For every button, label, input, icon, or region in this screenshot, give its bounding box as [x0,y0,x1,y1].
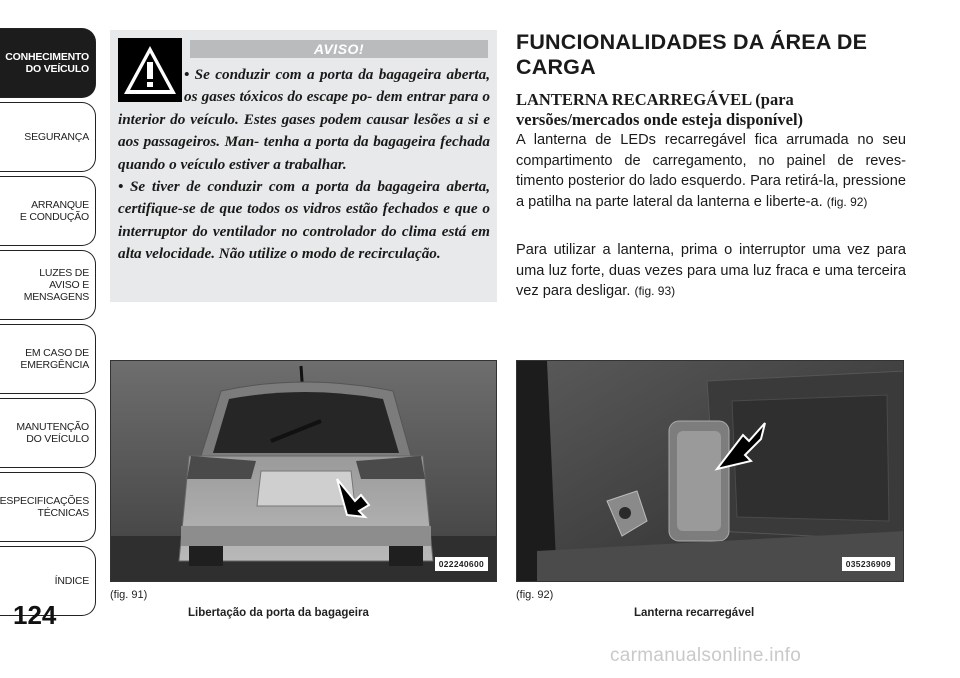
watermark: carmanualsonline.info [610,645,802,666]
tab-label: EM CASO DE EMERGÊNCIA [20,347,89,371]
paragraph-1-text: A lanterna de LEDs recarregável fica arrumada no seu compartimento de carregamento, no painel de reves- timento posterior do lado esquerdo. Para retirá-la, pressione a patilha na parte lateral da lanterna e liberte-a. [516,132,906,210]
tab-luzes-de-aviso[interactable] [0,250,96,320]
tab-label: LUZES DE AVISO E MENSAGENS [23,267,89,303]
tab-em-caso-de-emergencia[interactable] [0,324,96,394]
tab-especificacoes-tecnicas[interactable] [0,472,96,542]
figure-91-ref: (fig. 91) [110,589,148,601]
flashlight-illustration [517,361,904,582]
tab-arranque-e-conducao[interactable] [0,176,96,246]
paragraph-2 [516,240,906,302]
tab-label: ESPECIFICAÇÕES TÉCNICAS [0,495,89,519]
figure-91-caption: Libertação da porta da bagageira [188,607,369,619]
warning-title: AVISO! [190,40,488,58]
tab-label: SEGURANÇA [24,131,89,143]
tab-label: ARRANQUE E CONDUÇÃO [19,199,89,223]
warning-box [110,30,497,302]
warning-item-2: • Se tiver de conduzir com a porta da bagageira aberta, certifique-se de que todos os vidros estão fechados e que o interruptor do ventilador no controlador do clima está em alta velocidade. Não utilize o modo de recirculação. [118,178,490,263]
paragraph-2-text: Para utilizar a lanterna, prima o interruptor uma vez para uma luz forte, duas vezes para uma luz fraca e uma terceira vez para desligar. [516,242,906,299]
figure-92-caption: Lanterna recarregável [634,607,755,619]
warning-text [118,64,490,266]
tab-label: MANUTENÇÃO DO VEÍCULO [16,421,89,445]
figure-92-code: 035236909 [842,557,895,571]
figure-91-image [110,360,497,582]
figure-92-ref: (fig. 92) [516,589,554,601]
tab-label: ÍNDICE [54,575,89,587]
fig-93-link[interactable]: (fig. 93) [634,284,676,298]
tab-label: CONHECIMENTO DO VEÍCULO [5,51,89,75]
subsection-title: LANTERNA RECARREGÁVEL (para versões/mercados onde esteja disponível) [516,90,804,129]
page-number: 124 [13,600,57,630]
tab-seguranca[interactable] [0,102,96,172]
figure-92-image [516,360,904,582]
tab-manutencao-do-veiculo[interactable] [0,398,96,468]
tailgate-illustration [111,361,497,582]
tab-conhecimento-do-veiculo[interactable] [0,28,96,98]
fig-92-link[interactable]: (fig. 92) [826,194,868,209]
section-title: FUNCIONALIDADES DA ÁREA DE CARGA [516,30,868,79]
paragraph-1 [516,130,906,212]
figure-91-code: 022240600 [435,557,488,571]
warning-item-1: • Se conduzir com a porta da bagageira aberta, os gases tóxicos do escape po- dem entrar para o interior do veículo. Estes gases podem causar lesões a si e aos passageiros. Man- tenha a porta da bagageira fechada quando o veículo estiver a trabalhar. [118,66,490,173]
